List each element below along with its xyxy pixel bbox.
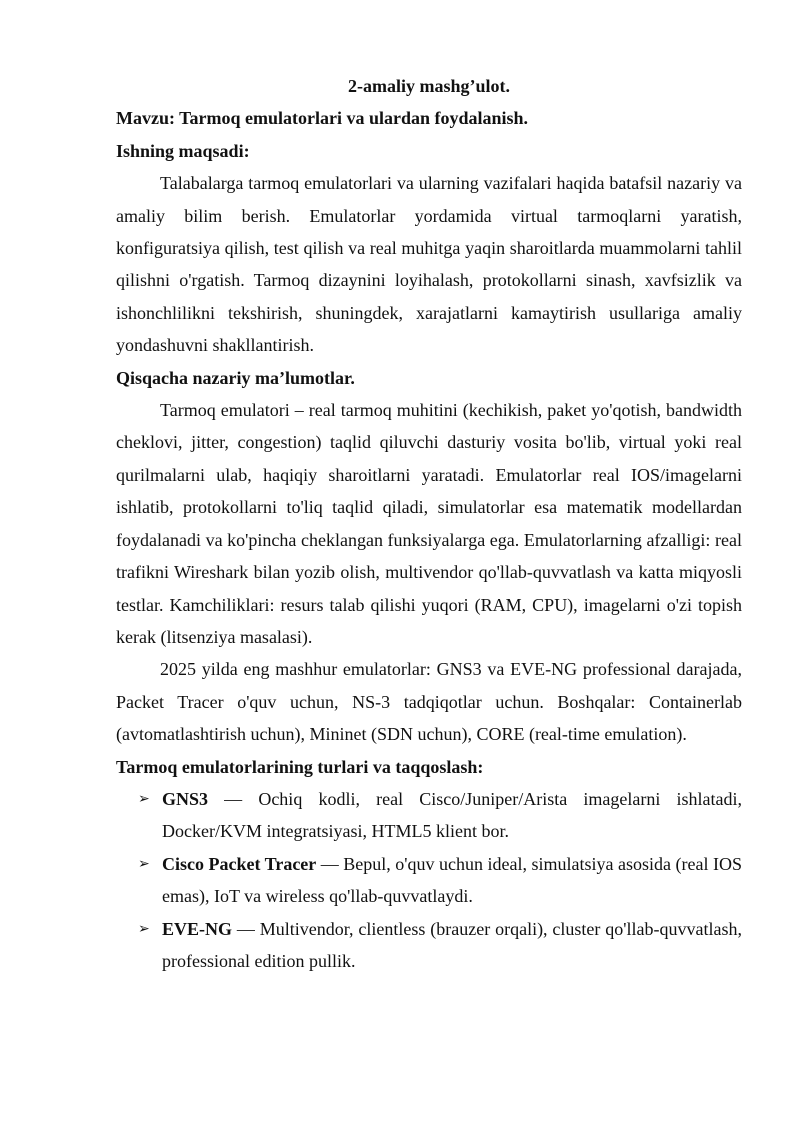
types-heading: Tarmoq emulatorlarining turlari va taqqoslash:: [116, 756, 484, 777]
item-name: Cisco Packet Tracer: [162, 853, 317, 874]
list-item: [116, 783, 742, 848]
theory-heading: Qisqacha nazariy ma’lumotlar.: [116, 367, 355, 388]
emulator-list: [116, 783, 742, 977]
item-text: — Bepul, o'quv uchun ideal, simulatsiya asosida (real IOS emas), IoT va wireless qo'llab-quvvatlaydi.: [162, 853, 742, 907]
item-text: — Ochiq kodli, real Cisco/Juniper/Arista imagelarni ishlatadi, Docker/KVM integratsiyasi, HTML5 klient bor.: [162, 788, 742, 842]
list-item: [116, 848, 742, 913]
item-text: — Multivendor, clientless (brauzer orqali), cluster qo'llab-quvvatlash, professional edition pullik.: [162, 918, 742, 971]
document-page: [116, 70, 742, 977]
list-item: [116, 913, 742, 978]
item-name: GNS3: [162, 788, 209, 809]
document-title: 2-amaliy mashg’ulot.: [348, 76, 510, 96]
topic-line: Mavzu: Tarmoq emulatorlari va ulardan foydalanish.: [116, 108, 529, 129]
arrow-bullet-icon: ➢: [138, 920, 150, 937]
goal-paragraph: Talabalarga tarmoq emulatorlari va ularning vazifalari haqida batafsil nazariy va amaliy bilim berish. Emulatorlar yordamida virtual tarmoqlarni yaratish, konfiguratsiya qilish, test qilish va real muhitga yaqin sharoitlarda muammolarni tahlil qilishni o'rgatish. Tarmoq dizaynini loyihalash, protokollarni sinash, xavfsizlik va ishonchlilikni tekshirish, shuningdek, xarajatlarni kamaytirish usullariga amaliy yondashuvni shakllantirish.: [116, 173, 742, 356]
item-name: EVE-NG: [162, 918, 233, 939]
arrow-bullet-icon: ➢: [138, 790, 150, 807]
goal-heading: Ishning maqsadi:: [116, 140, 250, 161]
theory-paragraph-2: 2025 yilda eng mashhur emulatorlar: GNS3 va EVE-NG professional darajada, Packet Tracer o'quv uchun, NS-3 tadqiqotlar uchun. Boshqalar: Containerlab (avtomatlashtirish uchun), Mininet (SDN uchun), CORE (real-time emulation).: [116, 659, 742, 745]
theory-paragraph-1: Tarmoq emulatori – real tarmoq muhitini (kechikish, paket yo'qotish, bandwidth cheklovi, jitter, congestion) taqlid qiluvchi dasturiy vosita bo'lib, virtual yoki real qurilmalarni ulab, haqiqiy sharoitlarni yaratadi. Emulatorlar real IOS/imagelarni ishlatib, protokollarni to'liq taqlid qiladi, simulatorlar esa matematik modellardan foydalanadi va ko'pincha cheklangan funksiyalarga ega. Emulatorlarning afzalligi: real trafikni Wireshark bilan yozib olish, multivendor qo'llab-quvvatlash va katta miqyosli testlar. Kamchiliklari: resurs talab qilishi yuqori (RAM, CPU), imagelarni o'zi topish kerak (litsenziya masalasi).: [116, 400, 742, 647]
arrow-bullet-icon: ➢: [138, 855, 150, 872]
